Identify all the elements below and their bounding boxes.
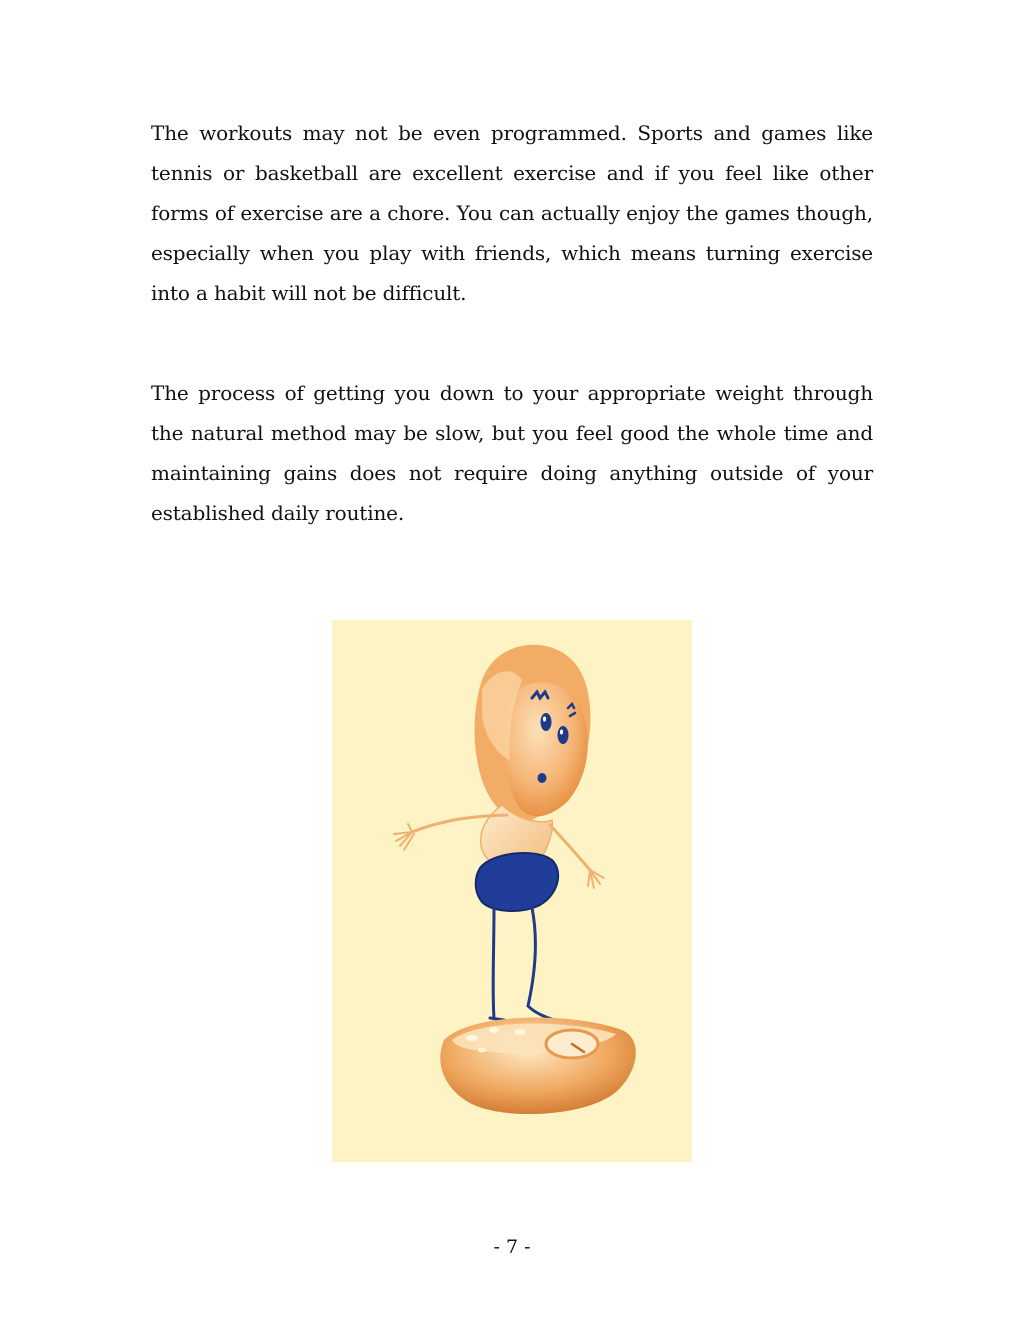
right-arm [550, 825, 590, 870]
head-shape [504, 682, 588, 816]
mouth [538, 773, 547, 783]
shorts-shape [476, 853, 558, 911]
page-number: - 7 - [493, 1236, 531, 1258]
body-paragraph-2: The process of getting you down to your appropriate weight through the natural method may be slow, but you feel good the whole time and maintaining gains does not require doing anything outside of your established daily routine. [151, 381, 873, 525]
body-paragraph-1: The workouts may not be even programmed. Sports and games like tennis or basketball are excellent exercise and if you feel like other forms of exercise are a chore. You can actually enjoy the games though, especially when you play with friends, which means turning exercise into a habit will not be difficult. [151, 121, 873, 305]
left-leg [493, 908, 494, 1018]
left-eye [541, 713, 552, 731]
right-eye [558, 726, 569, 744]
right-leg [528, 908, 568, 1024]
person-on-scale-illustration [332, 620, 692, 1162]
